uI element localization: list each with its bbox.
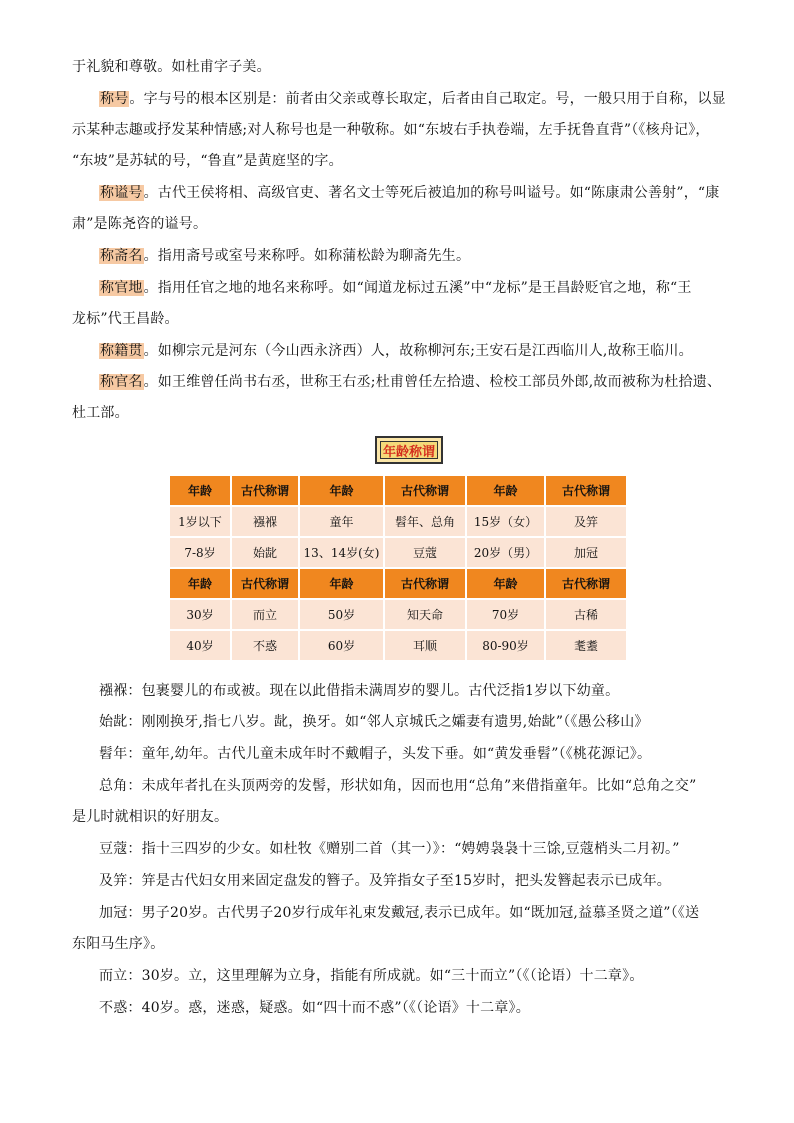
- table-cell: 70岁: [467, 600, 544, 629]
- table-cell: 7-8岁: [170, 538, 230, 567]
- explanation-line: 始龀：刚刚换牙,指七八岁。龀，换牙。如“邻人京城氏之孀妻有遗男,始龀”（《愚公移山》: [99, 714, 649, 730]
- table-cell: 不惑: [232, 631, 298, 660]
- table-cell: 豆蔻: [385, 538, 465, 567]
- term-label: 称谥号: [100, 185, 143, 201]
- table-row: [170, 538, 626, 567]
- table-cell: 80-90岁: [467, 631, 544, 660]
- table-cell: 及笄: [546, 507, 626, 536]
- term-paragraph-line: 称籍贯。如柳宗元是河东（今山西永济西）人，故称柳河东;王安石是江西临川人,故称王临川。: [100, 343, 693, 359]
- explanation-line: 总角：未成年者扎在头顶两旁的发髻，形状如角，因而也用“总角”来借指童年。比如“总角之交”: [99, 778, 697, 794]
- explanation-line: 及笄：笄是古代妇女用来固定盘发的簪子。及笄指女子至15岁时，把头发簪起表示已成年。: [99, 873, 672, 889]
- table-caption-box: [375, 436, 443, 464]
- term-paragraph-line: 肃”是陈尧咨的谥号。: [72, 216, 208, 232]
- table-cell: 古稀: [546, 600, 626, 629]
- term-paragraph-line: 示某种志趣或抒发某种情感;对人称号也是一种敬称。如“东坡右手执卷端，左手抚鲁直背”（《核舟记》，: [72, 122, 710, 138]
- term-label: 称斋名: [100, 248, 143, 264]
- header-cell: 古代称谓: [385, 569, 465, 598]
- table-cell: 20岁（男）: [467, 538, 544, 567]
- table-cell: 而立: [232, 600, 298, 629]
- table-row: [170, 600, 626, 629]
- table-row: [170, 507, 626, 536]
- term-paragraph-line: “东坡”是苏轼的号，“鲁直”是黄庭坚的字。: [72, 153, 343, 169]
- table-header-row: [170, 476, 626, 505]
- header-cell: 古代称谓: [232, 476, 298, 505]
- age-title-table: [168, 474, 628, 662]
- term-paragraph-line: 称官地。指用任官之地的地名来称呼。如“闻道龙标过五溪”中“龙标”是王昌龄贬官之地，称“王: [100, 280, 692, 296]
- header-cell: 年龄: [467, 476, 544, 505]
- table-cell: 耳顺: [385, 631, 465, 660]
- term-paragraph-line: 龙标”代王昌龄。: [72, 311, 179, 327]
- explanation-line: 是儿时就相识的好朋友。: [72, 809, 229, 825]
- header-cell: 年龄: [170, 569, 230, 598]
- header-cell: 年龄: [467, 569, 544, 598]
- table-cell: 13、14岁(女): [300, 538, 383, 567]
- table-cell: 40岁: [170, 631, 230, 660]
- term-label: 称籍贯: [100, 343, 143, 359]
- explanation-line: 东阳马生序》。: [72, 936, 165, 952]
- term-label: 称官地: [100, 280, 143, 296]
- term-paragraph-line: 称官名。如王维曾任尚书右丞，世称王右丞;杜甫曾任左拾遗、检校工部员外郎,故而被称为杜拾遗、: [100, 374, 722, 390]
- explanation-line: 而立：30岁。立，这里理解为立身，指能有所成就。如“三十而立”（《（论语）十二章》。: [99, 968, 644, 984]
- table-cell: 知天命: [385, 600, 465, 629]
- table-cell: 髫年、总角: [385, 507, 465, 536]
- explanation-line: 不惑：40岁。惑，迷惑，疑惑。如“四十而不惑”（《（论语》十二章》。: [99, 1000, 530, 1016]
- table-cell: 始龀: [232, 538, 298, 567]
- table-cell: 1岁以下: [170, 507, 230, 536]
- table-cell: 童年: [300, 507, 383, 536]
- header-cell: 古代称谓: [232, 569, 298, 598]
- term-label: 称官名: [100, 374, 143, 390]
- explanation-line: 髫年：童年,幼年。古代儿童未成年时不戴帽子，头发下垂。如“黄发垂髫”（《桃花源记》。: [99, 746, 652, 762]
- table-cell: 加冠: [546, 538, 626, 567]
- explanation-line: 加冠：男子20岁。古代男子20岁行成年礼束发戴冠,表示已成年。如“既加冠,益慕圣贤之道”（《送: [99, 905, 700, 921]
- term-label: 称号: [100, 91, 129, 107]
- term-paragraph-line: 称号。字与号的根本区别是：前者由父亲或尊长取定，后者由自己取定。号，一般只用于自称，以显: [100, 91, 726, 107]
- header-cell: 年龄: [300, 569, 383, 598]
- table-header-row: [170, 569, 626, 598]
- term-paragraph-line: 称斋名。指用斋号或室号来称呼。如称蒲松龄为聊斋先生。: [100, 248, 471, 264]
- table-cell: 15岁（女）: [467, 507, 544, 536]
- table-cell: 襁褓: [232, 507, 298, 536]
- table-cell: 60岁: [300, 631, 383, 660]
- header-cell: 年龄: [300, 476, 383, 505]
- header-cell: 古代称谓: [385, 476, 465, 505]
- explanation-line: 豆蔻：指十三四岁的少女。如杜牧《赠别二首（其一）》：“娉娉袅袅十三馀,豆蔻梢头二月初。”: [99, 841, 680, 857]
- term-paragraph-line: 杜工部。: [72, 405, 129, 421]
- explanation-line: 襁褓：包裹婴儿的布或被。现在以此借指未满周岁的婴儿。古代泛指1岁以下幼童。: [99, 683, 620, 699]
- table-caption: 年龄称谓: [380, 441, 438, 459]
- header-cell: 古代称谓: [546, 569, 626, 598]
- table-cell: 50岁: [300, 600, 383, 629]
- term-paragraph-line: 称谥号。古代王侯将相、高级官吏、著名文士等死后被追加的称号叫谥号。如“陈康肃公善射”，“康: [100, 185, 720, 201]
- table-cell: 30岁: [170, 600, 230, 629]
- header-cell: 古代称谓: [546, 476, 626, 505]
- intro-line: 于礼貌和尊敬。如杜甫字子美。: [72, 59, 271, 75]
- table-row: [170, 631, 626, 660]
- table-cell: 耄耋: [546, 631, 626, 660]
- header-cell: 年龄: [170, 476, 230, 505]
